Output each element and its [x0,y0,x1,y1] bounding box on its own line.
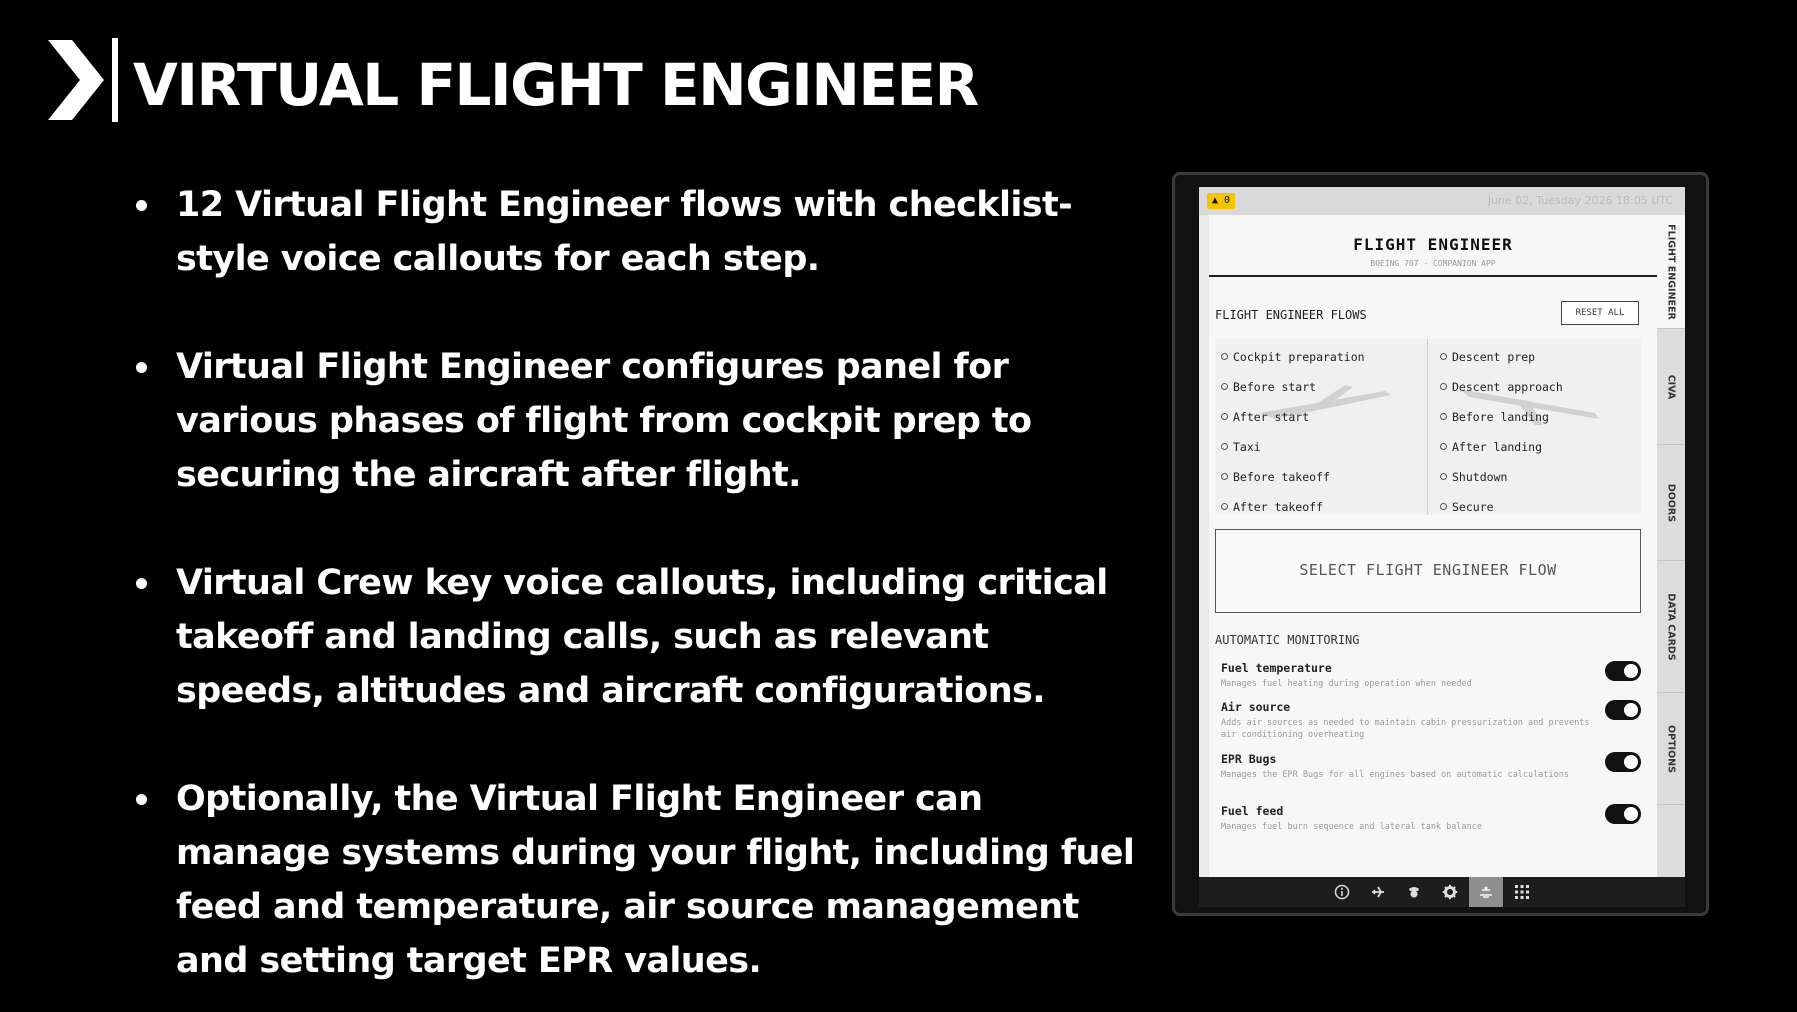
status-bar [1199,187,1685,215]
feature-text: Virtual Flight Engineer configures panel for various phases of flight from cockpit prep to securing the aircraft after flight. [176,347,1032,495]
flow-item[interactable] [1221,433,1421,461]
feature-text: 12 Virtual Flight Engineer flows with checklist-style voice callouts for each step. [176,185,1073,279]
settings-button[interactable] [1433,877,1467,907]
monitoring-description: Manages the EPR Bugs for all engines based on automatic calculations [1221,770,1569,780]
radio-icon [1221,443,1228,450]
engineer-icon [1478,884,1494,900]
fuel-feed-toggle[interactable] [1605,804,1641,824]
radio-icon [1440,383,1447,390]
flow-label: Shutdown [1452,470,1508,484]
flow-item[interactable] [1440,343,1640,371]
monitoring-heading: AUTOMATIC MONITORING [1215,633,1360,647]
flow-label: Descent prep [1452,350,1536,364]
flight-engineer-button[interactable] [1469,877,1503,907]
flow-label: Before landing [1452,410,1549,424]
radio-icon [1440,473,1447,480]
tab-doors[interactable] [1657,445,1685,561]
monitoring-label: Fuel feed [1221,804,1284,818]
toggle-knob [1624,703,1638,717]
reset-all-button[interactable]: RESET ALL [1561,301,1639,325]
flow-label: After takeoff [1233,500,1324,514]
flow-column-divider [1427,339,1428,515]
toggle-knob [1624,664,1638,678]
flow-item[interactable] [1440,373,1640,401]
select-flow-button[interactable]: SELECT FLIGHT ENGINEER FLOW [1215,529,1641,613]
info-button[interactable] [1325,877,1359,907]
airplane-icon [1370,884,1386,900]
flow-item[interactable] [1440,463,1640,491]
crew-icon [1406,884,1422,900]
flows-heading: FLIGHT ENGINEER FLOWS [1215,308,1367,322]
flight-engineer-panel [1209,215,1657,887]
apps-button[interactable] [1505,877,1539,907]
tab-label: DOORS [1665,483,1677,522]
tab-data-cards[interactable] [1657,561,1685,693]
fuel-temperature-toggle[interactable] [1605,661,1641,681]
flow-list [1215,339,1641,515]
toggle-knob [1624,807,1638,821]
radio-icon [1221,473,1228,480]
apps-grid-icon [1514,884,1530,900]
radio-icon [1440,353,1447,360]
flow-label: Before takeoff [1233,470,1330,484]
gear-icon [1442,884,1458,900]
flow-item[interactable] [1221,343,1421,371]
app-subtitle: BOEING 707 - COMPANION APP [1370,259,1496,268]
crew-button[interactable] [1397,877,1431,907]
flow-label: Cockpit preparation [1233,350,1365,364]
bullet-dot [136,578,147,589]
flow-item[interactable] [1221,373,1421,401]
tab-label: OPTIONS [1665,724,1677,773]
tab-flight-engineer[interactable] [1657,215,1685,329]
app-header [1209,215,1657,277]
air-source-toggle[interactable] [1605,700,1641,720]
monitoring-description: Manages fuel burn sequence and lateral tank balance [1221,822,1482,832]
tab-civa[interactable] [1657,329,1685,445]
tab-options[interactable] [1657,693,1685,805]
flow-item[interactable] [1221,403,1421,431]
epr-bugs-toggle[interactable] [1605,752,1641,772]
feature-text: Virtual Crew key voice callouts, including critical takeoff and landing calls, such as relevant speeds, altitudes and aircraft configurations. [176,563,1108,711]
airplane-button[interactable] [1361,877,1395,907]
tablet-screen [1199,187,1685,907]
flow-item[interactable] [1440,493,1640,521]
alert-badge[interactable]: ▲ 0 [1207,193,1235,209]
radio-icon [1221,503,1228,510]
flow-label: Taxi [1233,440,1261,454]
radio-icon [1440,443,1447,450]
bullet-dot [136,200,147,211]
bullet-dot [136,794,147,805]
radio-icon [1221,413,1228,420]
radio-icon [1440,413,1447,420]
feature-text: Optionally, the Virtual Flight Engineer can manage systems during your flight, including fuel feed and temperature, air source management and setting target EPR values. [176,779,1135,981]
app-title: FLIGHT ENGINEER [1353,235,1513,254]
tablet-device [1172,172,1709,916]
flow-label: After start [1233,410,1310,424]
radio-icon [1221,383,1228,390]
bullet-dot [136,362,147,373]
title-divider [112,38,118,122]
chevron-logo-icon [48,40,104,120]
tab-label: FLIGHT ENGINEER [1665,223,1677,320]
flow-label: Secure [1452,500,1494,514]
flow-label: Descent approach [1452,380,1563,394]
bottom-nav-bar [1199,877,1685,907]
monitoring-label: EPR Bugs [1221,752,1277,766]
info-icon [1334,884,1350,900]
tab-label: CIVA [1665,374,1677,399]
status-date: June 02, Tuesday 2026 18:05 UTC [1487,194,1673,207]
tab-label: DATA CARDS [1665,592,1677,661]
flow-item[interactable] [1440,403,1640,431]
monitoring-label: Fuel temperature [1221,661,1332,675]
flow-item[interactable] [1440,433,1640,461]
flow-label: After landing [1452,440,1543,454]
flow-item[interactable] [1221,463,1421,491]
radio-icon [1440,503,1447,510]
monitoring-description: Manages fuel heating during operation when needed [1221,679,1472,689]
monitoring-label: Air source [1221,700,1291,714]
monitoring-description: Adds air sources as needed to maintain cabin pressurization and prevents air conditioning overheating [1221,718,1590,740]
toggle-knob [1624,755,1638,769]
flow-item[interactable] [1221,493,1421,521]
side-tab-bar [1657,215,1685,887]
radio-icon [1221,353,1228,360]
page-title: VIRTUAL FLIGHT ENGINEER [133,51,978,119]
flow-label: Before start [1233,380,1317,394]
